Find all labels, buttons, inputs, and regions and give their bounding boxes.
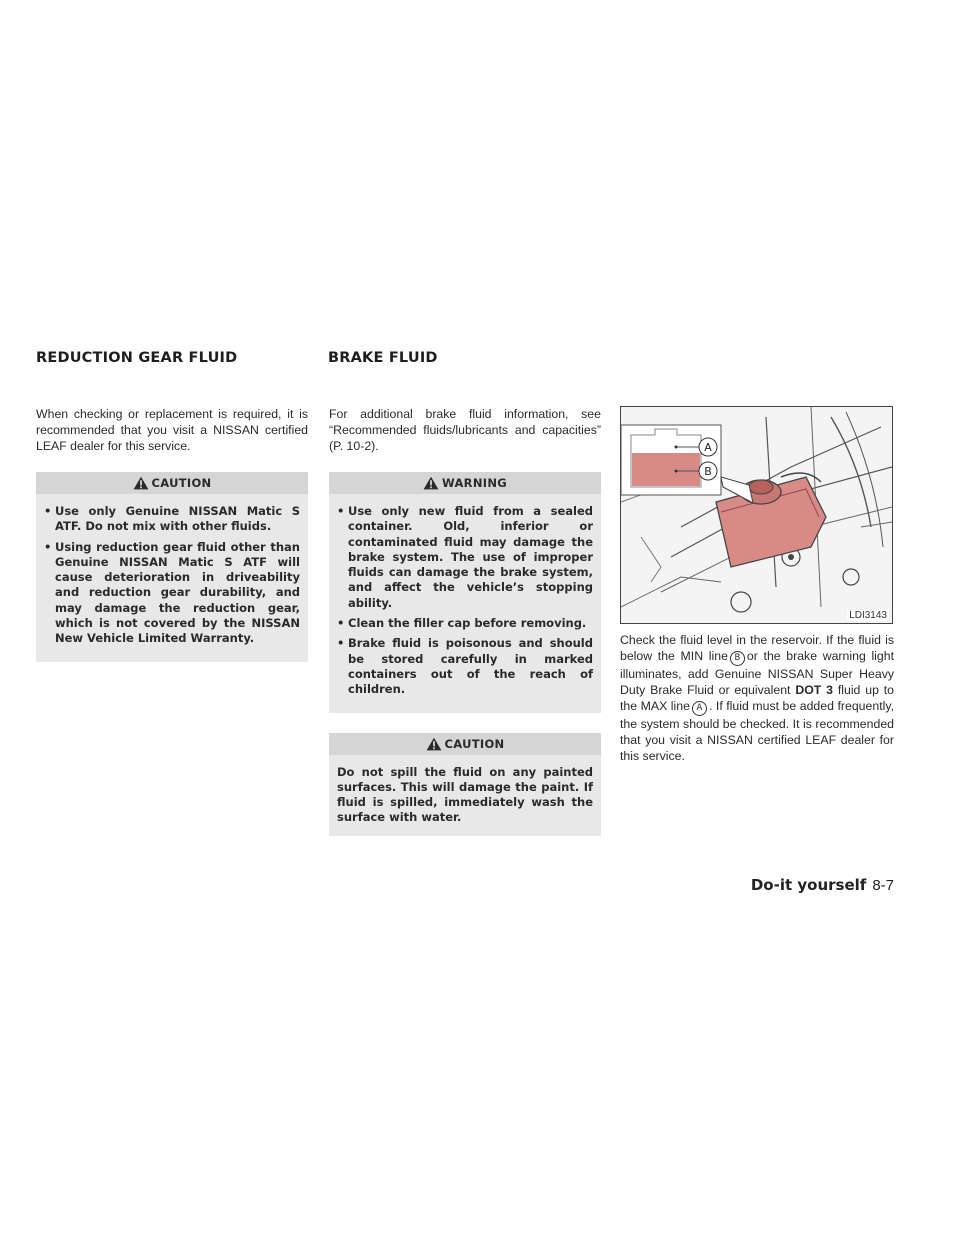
list-item: [44, 540, 300, 647]
warning-triangle-icon: [426, 737, 442, 751]
bullet: •: [44, 539, 52, 554]
warning-label: WARNING: [442, 476, 507, 490]
check-text-4: . If fluid must be added frequently, the system should be checked. It is recommended that you visit a NISSAN certified LEAF dealer for this service.: [620, 699, 894, 763]
caution-label: CAUTION: [444, 736, 505, 751]
page-number: 8-7: [872, 877, 894, 894]
brake-column: [329, 406, 601, 836]
check-text-1: Check the fluid level in the reservoir. If the fluid is below the MIN line: [620, 633, 894, 663]
list-item: [337, 636, 593, 697]
check-text-3: fluid up to the MAX line: [620, 683, 895, 713]
bullet: •: [337, 636, 345, 651]
caution-header: [36, 472, 308, 494]
list-item: [337, 616, 593, 631]
reduction-column: [36, 406, 308, 662]
check-text-2: or the brake warning light illuminates, add Genuine NISSAN Super Heavy Duty Brake Fluid or equivalent: [620, 649, 895, 697]
footer-section: Do-it yourself: [750, 876, 867, 894]
brake-caution-box: [329, 733, 601, 836]
reduction-gear-fluid-heading: REDUCTION GEAR FLUID: [36, 350, 238, 366]
warning-triangle-icon: [423, 476, 439, 490]
marker-b: B: [730, 651, 745, 666]
gauge-label-a: A: [704, 441, 712, 454]
brake-warning-box: [329, 472, 601, 713]
marker-a: A: [692, 701, 707, 716]
check-column: [620, 632, 894, 764]
list-item: [44, 504, 300, 535]
warning-triangle-icon: [133, 476, 149, 490]
caution-header: [329, 733, 601, 755]
bullet: •: [337, 616, 345, 631]
bullet: •: [44, 504, 52, 518]
warning-item-text: Use only new fluid from a sealed container. Old, inferior or contaminated fluid may damage the brake system. The use of improper fluids can damage the brake system, and affect the vehicle’s stopping ability.: [348, 504, 593, 610]
brake-check-paragraph: [620, 632, 894, 764]
reservoir-illustration: [621, 407, 892, 623]
list-item: [337, 504, 593, 611]
caution-item-text: Using reduction gear fluid other than Genuine NISSAN Matic S ATF will cause deterioration in driveability and reduction gear durability, and may damage the reduction gear, which is not covered by the NISSAN New Vehicle Limited Warranty.: [55, 539, 300, 646]
reduction-caution-list: [36, 504, 308, 647]
gauge-label-b: B: [704, 465, 712, 478]
reduction-caution-box: [36, 472, 308, 662]
brake-caution-text: Do not spill the fluid on any painted surfaces. This will damage the paint. If fluid is spilled, immediately wash the surface with water.: [337, 764, 593, 825]
brake-intro: For additional brake fluid information, see “Recommended fluids/lubricants and capacities” (P. 10-2).: [329, 407, 601, 453]
warning-item-text: Brake fluid is poisonous and should be stored carefully in marked containers out of the reach of children.: [348, 636, 593, 697]
reduction-intro: When checking or replacement is required, it is recommended that you visit a NISSAN certified LEAF dealer for this service.: [36, 407, 308, 453]
warning-header: [329, 472, 601, 494]
brake-reservoir-figure: [620, 406, 893, 624]
caution-label: CAUTION: [151, 476, 212, 490]
dot3-spec: DOT 3: [795, 683, 833, 697]
figure-code: LDI3143: [849, 610, 887, 621]
page-footer: [751, 876, 894, 894]
brake-warning-list: [329, 504, 601, 698]
warning-item-text: Clean the filler cap before removing.: [348, 616, 587, 631]
bullet: •: [337, 504, 345, 518]
brake-fluid-heading: BRAKE FLUID: [328, 350, 438, 366]
caution-item-text: Use only Genuine NISSAN Matic S ATF. Do not mix with other fluids.: [55, 504, 300, 534]
